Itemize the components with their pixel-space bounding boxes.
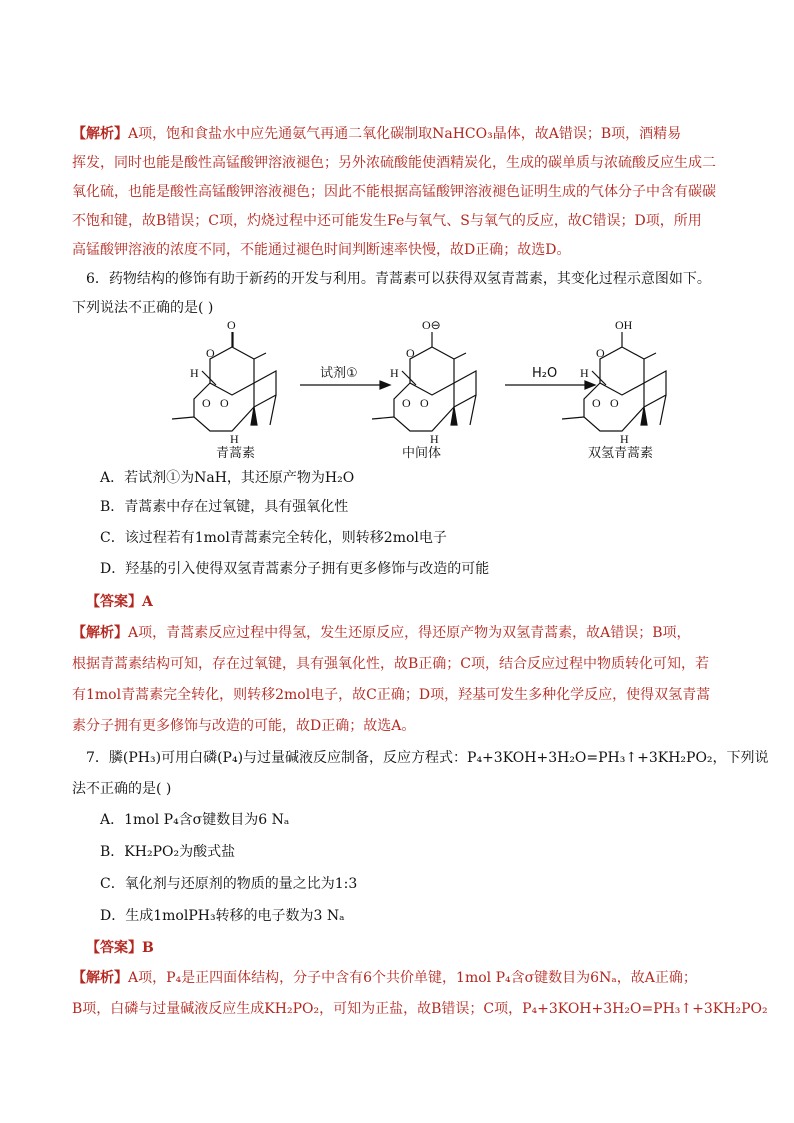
- q7-stem-line-2: 法不正确的是( ): [72, 781, 172, 797]
- atom-o-peroxide-6: O: [610, 396, 619, 410]
- analysis-tag: 【解析】: [72, 126, 128, 142]
- q6-stem-line-2: 下列说法不正确的是( ): [72, 300, 214, 316]
- atom-o-ring-3: O: [596, 346, 605, 360]
- atom-o-ring: O: [206, 346, 215, 360]
- q6-analysis-line-1: 【解析】A项，青蒿素反应过程中得氢，发生还原反应，得还原产物为双氢青蒿素，故A错误；B项，: [72, 625, 691, 641]
- reaction-scheme: [150, 307, 670, 462]
- molecule-intermediate: [372, 332, 476, 431]
- analysis5-line-2: 挥发，同时也能是酸性高锰酸钾溶液褪色；另外浓硫酸能使酒精炭化，生成的碳单质与浓硫酸反应生成二: [72, 155, 716, 171]
- atom-h: H: [190, 366, 199, 380]
- atom-h-lower-2: H: [430, 432, 439, 446]
- reagent-1-label: 试剂①: [320, 366, 358, 381]
- atom-oh: OH: [615, 318, 633, 332]
- atom-h-lower: H: [230, 432, 239, 446]
- q6-option-a: A．若试剂①为NaH，其还原产物为H₂O: [100, 470, 355, 486]
- analysis5-line-3: 氧化硫，也能是酸性高锰酸钾溶液褪色；因此不能根据高锰酸钾溶液褪色证明生成的气体分子中含有碳碳: [72, 184, 716, 200]
- q6-option-b: B．青蒿素中存在过氧键，具有强氧化性: [100, 499, 349, 515]
- atom-o-ring-2: O: [406, 346, 415, 360]
- q6-option-d: D．羟基的引入使得双氢青蒿素分子拥有更多修饰与改造的可能: [100, 561, 490, 577]
- compound-1-name: 青蒿素: [216, 446, 256, 461]
- analysis5-line-1: 【解析】A项，饱和食盐水中应先通氨气再通二氧化碳制取NaHCO₃晶体，故A错误；B项，酒精易: [72, 126, 682, 142]
- q7-analysis-line-2: B项，白磷与过量碱液反应生成KH₂PO₂，可知为正盐，故B错误；C项，P₄+3KOH+3H₂O=PH₃↑+3KH₂PO₂: [72, 1001, 768, 1017]
- analysis-tag: 【解析】: [72, 625, 128, 641]
- atom-o-minus: O⊖: [422, 318, 441, 332]
- atom-o-carbonyl: O: [227, 318, 236, 332]
- atom-o-peroxide-2: O: [220, 396, 229, 410]
- atom-o-peroxide-5: O: [592, 396, 601, 410]
- analysis5-line-4: 不饱和键，故B错误；C项，灼烧过程中还可能发生Fe与氧气、S与氧气的反应，故C错误；D项，所用: [72, 213, 702, 229]
- molecule-dihydroartemisinin: [562, 332, 666, 431]
- q6-analysis-line-2: 根据青蒿素结构可知，存在过氧键，具有强氧化性，故B正确；C项，结合反应过程中物质转化可知，若: [72, 656, 709, 672]
- q6-analysis-line-3: 有1mol青蒿素完全转化，则转移2mol电子，故C正确；D项，羟基可发生多种化学反应，使得双氢青蒿: [72, 687, 711, 703]
- atom-h-2: H: [390, 366, 399, 380]
- q7-option-d: D．生成1molPH₃转移的电子数为3 Nₐ: [100, 908, 345, 924]
- q7-answer: 【答案】B: [86, 940, 154, 956]
- q6-option-c: C．该过程若有1mol青蒿素完全转化，则转移2mol电子: [100, 530, 447, 546]
- compound-2-name: 中间体: [402, 446, 442, 461]
- analysis5-line-5: 高锰酸钾溶液的浓度不同，不能通过褪色时间判断速率快慢，故D正确；故选D。: [72, 242, 571, 258]
- atom-h-3: H: [580, 366, 589, 380]
- reagent-2-label: H₂O: [532, 366, 558, 381]
- molecule-artemisinin: [172, 332, 276, 431]
- analysis-tag: 【解析】: [72, 970, 128, 986]
- atom-o-peroxide-4: O: [420, 396, 429, 410]
- q6-stem-line-1: 6．药物结构的修饰有助于新药的开发与利用。青蒿素可以获得双氢青蒿素，其变化过程示意图如下。: [86, 271, 711, 287]
- compound-3-name: 双氢青蒿素: [588, 446, 654, 461]
- q7-stem-line-1: 7．膦(PH₃)可用白磷(P₄)与过量碱液反应制备，反应方程式：P₄+3KOH+3H₂O=PH₃↑+3KH₂PO₂，下列说: [86, 750, 769, 766]
- atom-o-peroxide-3: O: [402, 396, 411, 410]
- q7-option-b: B．KH₂PO₂为酸式盐: [100, 844, 236, 860]
- q7-analysis-line-1: 【解析】A项，P₄是正四面体结构，分子中含有6个共价单键，1mol P₄含σ键数目为6Nₐ，故A正确；: [72, 970, 697, 986]
- q6-answer: 【答案】A: [86, 594, 153, 610]
- atom-h-lower-3: H: [620, 432, 629, 446]
- q7-option-a: A．1mol P₄含σ键数目为6 Nₐ: [100, 812, 290, 828]
- atom-o-peroxide-1: O: [202, 396, 211, 410]
- q6-analysis-line-4: 素分子拥有更多修饰与改造的可能，故D正确；故选A。: [72, 718, 416, 734]
- q7-option-c: C．氧化剂与还原剂的物质的量之比为1:3: [100, 876, 358, 892]
